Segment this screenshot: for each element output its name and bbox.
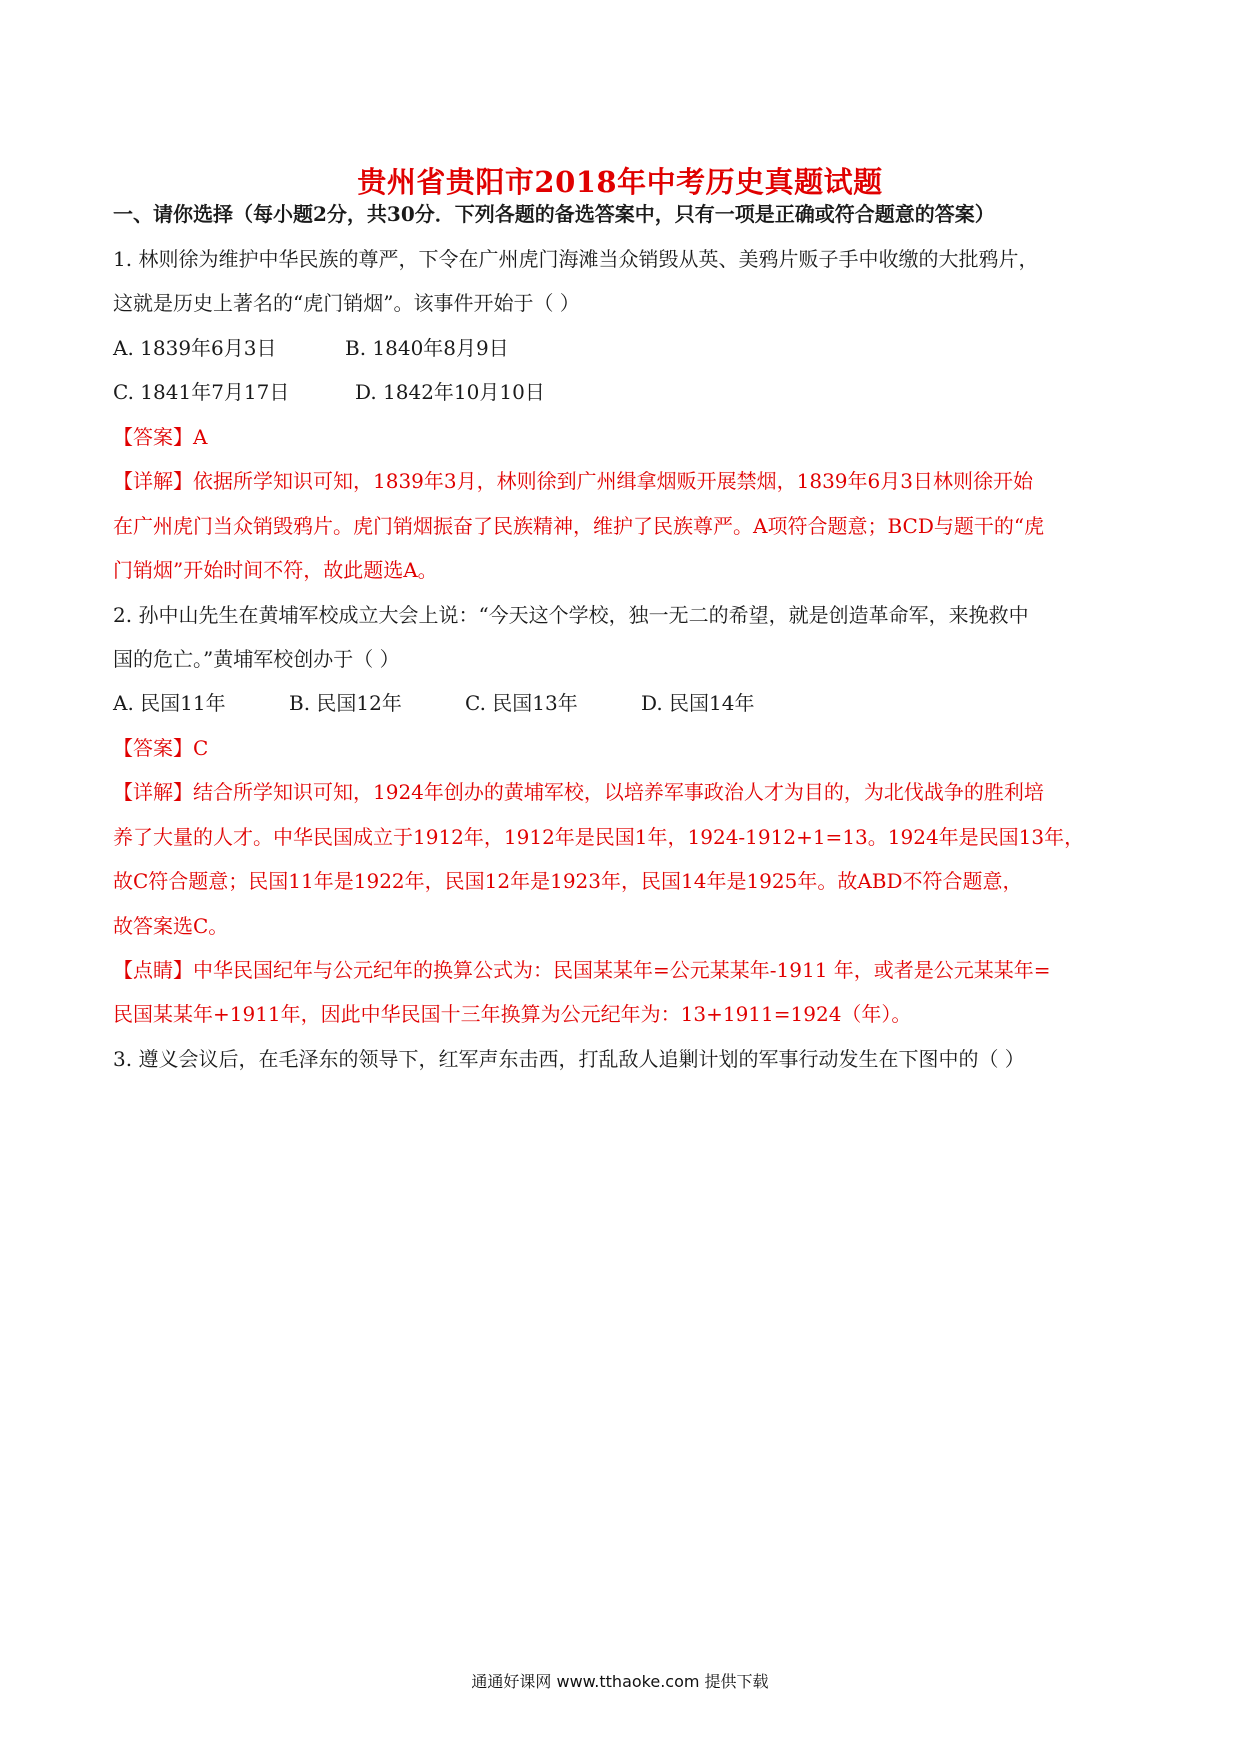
q2-stem-line1: 2. 孙中山先生在黄埔军校成立大会上说：“今天这个学校，独一无二的希望，就是创造革命军，来挽救中 bbox=[113, 603, 1029, 627]
q1-stem-line2: 这就是历史上著名的“虎门销烟”。该事件开始于（ ） bbox=[113, 291, 580, 315]
q1-explanation-line1: 【详解】依据所学知识可知，1839年3月，林则徐到广州缉拿烟贩开展禁烟，1839年6月3日林则徐开始 bbox=[113, 469, 1033, 493]
q2-explanation-line2: 养了大量的人才。中华民国成立于1912年，1912年是民国1年，1924-1912+1=13。1924年是民国13年， bbox=[113, 825, 1085, 849]
q2-option-a: A. 民国11年 bbox=[113, 691, 226, 715]
q2-option-c: C. 民国13年 bbox=[465, 691, 578, 715]
q2-explanation-line1: 【详解】结合所学知识可知，1924年创办的黄埔军校，以培养军事政治人才为目的，为北伐战争的胜利培 bbox=[113, 780, 1044, 804]
page-title: 贵州省贵阳市2018年中考历史真题试题 bbox=[357, 165, 883, 199]
q1-option-c: C. 1841年7月17日 bbox=[113, 380, 290, 404]
q2-explanation-line4: 故答案选C。 bbox=[113, 914, 229, 938]
q2-point-line1: 【点睛】中华民国纪年与公元纪年的换算公式为：民国某某年=公元某某年-1911 年，或者是公元某某年= bbox=[113, 958, 1051, 982]
q2-point-line2: 民国某某年+1911年，因此中华民国十三年换算为公元纪年为：13+1911=1924（年）。 bbox=[113, 1002, 912, 1026]
q1-answer: 【答案】A bbox=[113, 425, 208, 449]
q2-stem-line2: 国的危亡。”黄埔军校创办于（ ） bbox=[113, 647, 400, 671]
q2-answer: 【答案】C bbox=[113, 736, 209, 760]
q2-options-row bbox=[113, 689, 1133, 717]
q1-options-row2 bbox=[113, 378, 1133, 406]
q2-option-b: B. 民国12年 bbox=[289, 691, 402, 715]
q1-option-b: B. 1840年8月9日 bbox=[345, 336, 509, 360]
q1-stem-line1: 1. 林则徐为维护中华民族的尊严，下令在广州虎门海滩当众销毁从英、美鸦片贩子手中收缴的大批鸦片， bbox=[113, 247, 1039, 271]
q2-option-d: D. 民国14年 bbox=[641, 691, 755, 715]
q1-option-d: D. 1842年10月10日 bbox=[355, 380, 545, 404]
page-footer: 通通好课网 www.tthaoke.com 提供下载 bbox=[471, 1672, 769, 1691]
q3-stem-line1: 3. 遵义会议后，在毛泽东的领导下，红军声东击西，打乱敌人追剿计划的军事行动发生在下图中的（ ） bbox=[113, 1047, 1025, 1071]
q1-explanation-line2: 在广州虎门当众销毁鸦片。虎门销烟振奋了民族精神，维护了民族尊严。A项符合题意；BCD与题干的“虎 bbox=[113, 514, 1045, 538]
q1-options-row1 bbox=[113, 334, 1133, 362]
q2-explanation-line3: 故C符合题意；民国11年是1922年，民国12年是1923年，民国14年是1925年。故ABD不符合题意， bbox=[113, 869, 1023, 893]
q1-explanation-line3: 门销烟”开始时间不符，故此题选A。 bbox=[113, 558, 438, 582]
section-heading: 一、请你选择（每小题2分，共30分．下列各题的备选答案中，只有一项是正确或符合题意的答案） bbox=[113, 202, 995, 226]
q1-option-a: A. 1839年6月3日 bbox=[113, 336, 277, 360]
